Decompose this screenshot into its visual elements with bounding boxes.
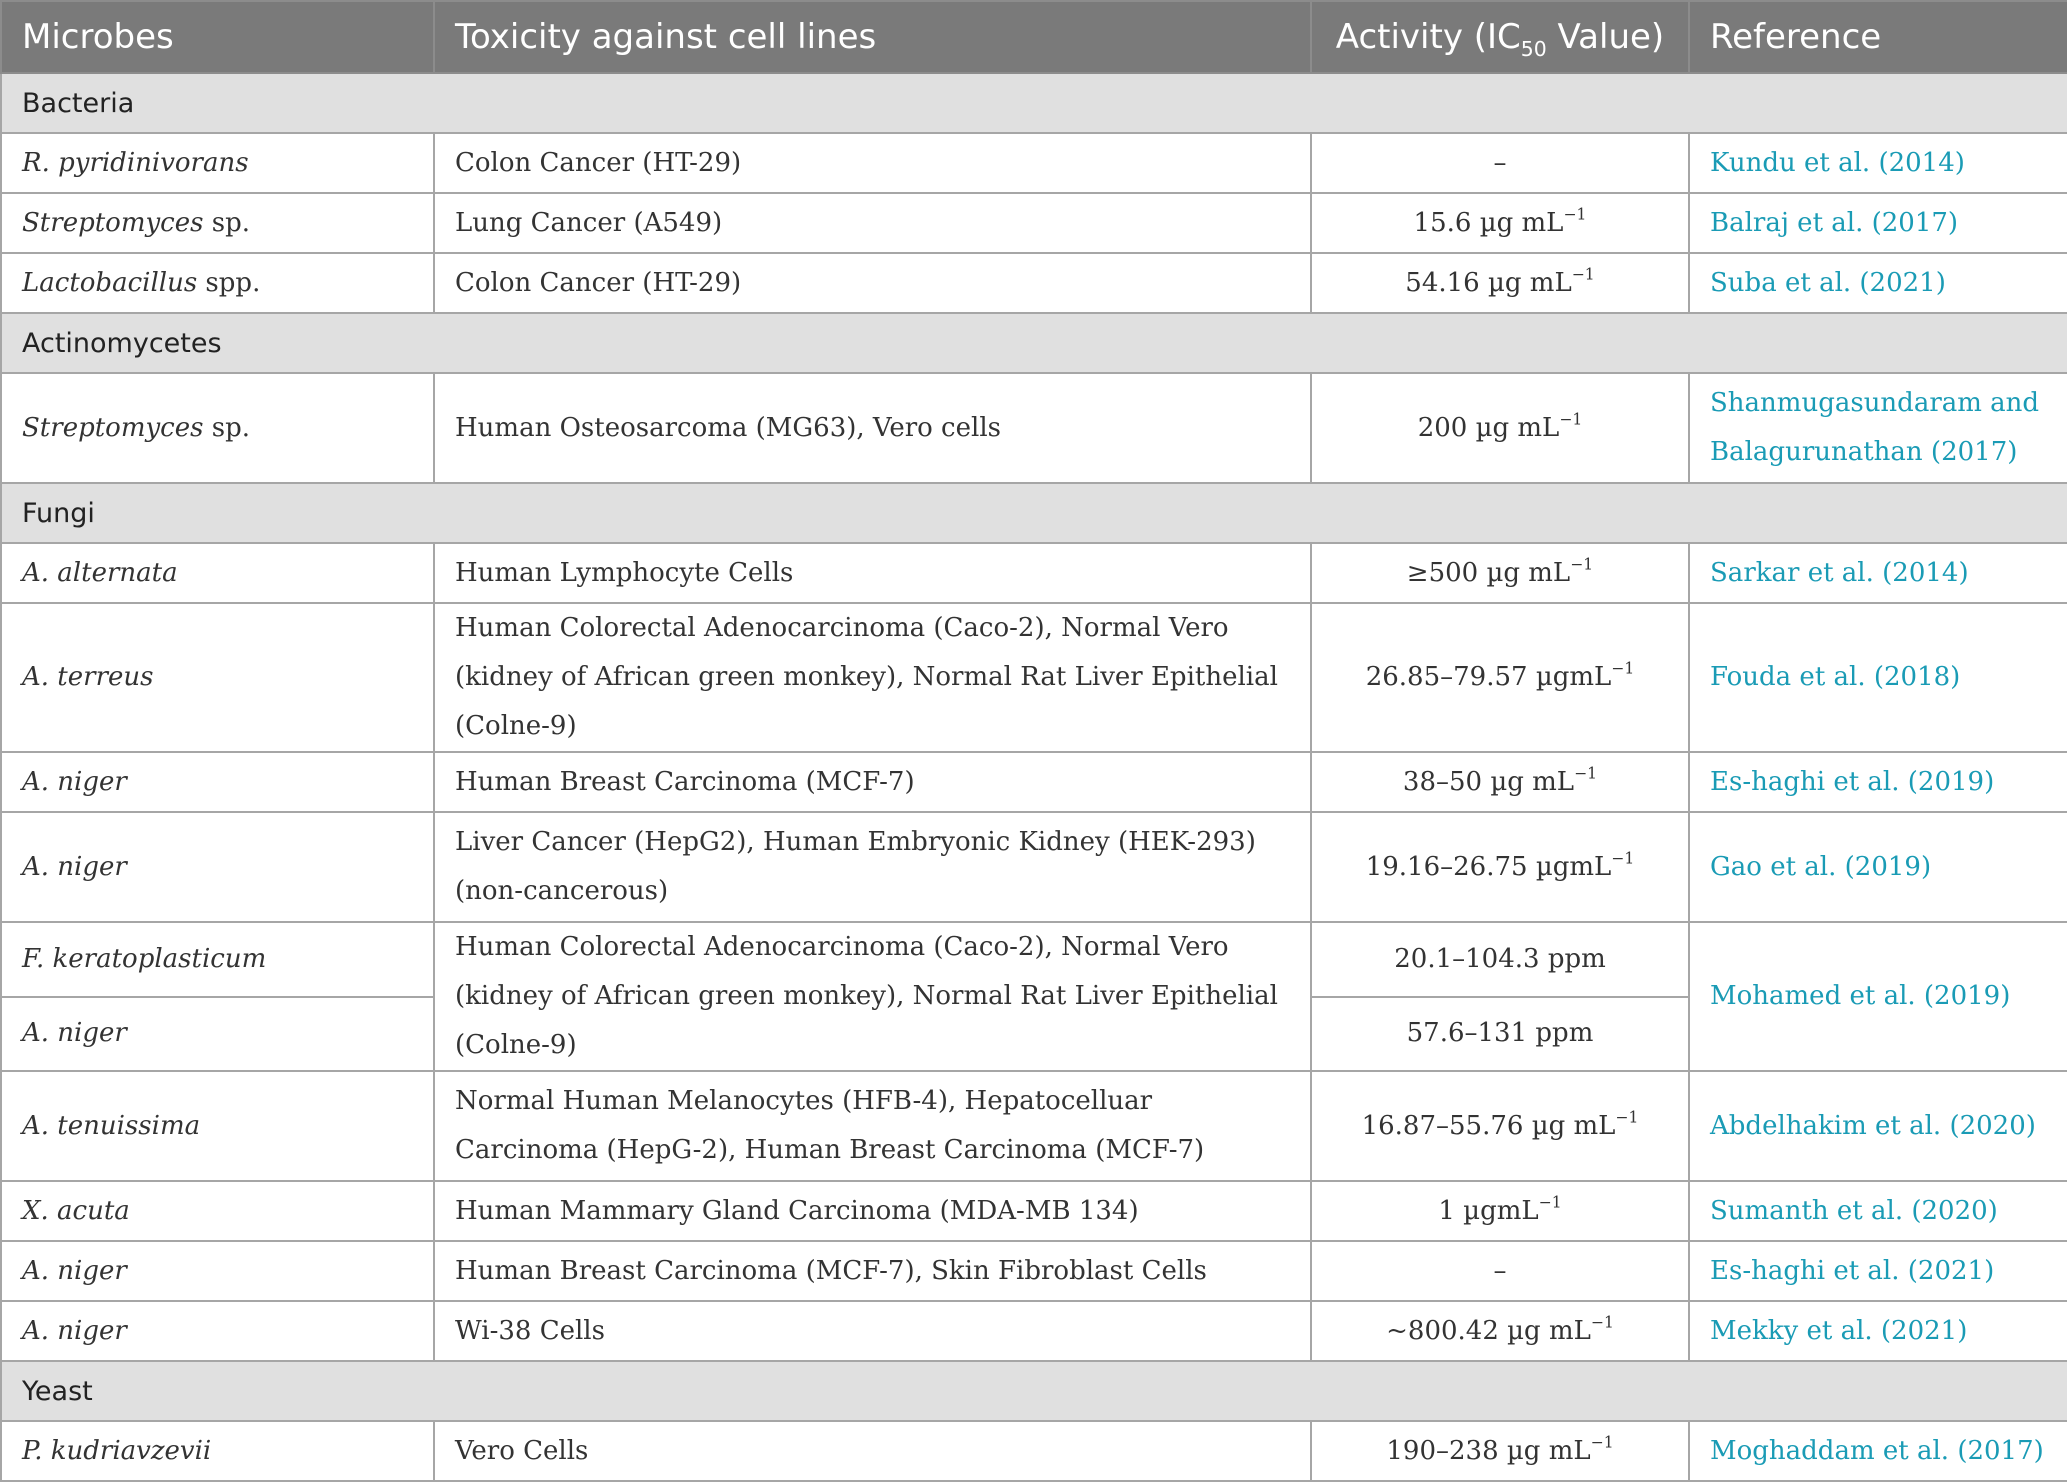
- activity-cell: ~800.42 µg $mL^{-1}$: [1311, 1301, 1689, 1361]
- activity-cell: –: [1311, 133, 1689, 193]
- reference-link[interactable]: Gao et al. (2019): [1689, 812, 2067, 922]
- microbe-cell: Streptomyces sp.: [1, 193, 434, 253]
- cell-lines-cell: Colon Cancer (HT-29): [434, 253, 1311, 313]
- activity-cell: 15.6 µg $mL^{-1}$: [1311, 193, 1689, 253]
- table-row: [1, 752, 2067, 812]
- microbe-cell: Streptomyces sp.: [1, 373, 434, 483]
- reference-link[interactable]: Balraj et al. (2017): [1689, 193, 2067, 253]
- activity-cell: 20.1–104.3 ppm: [1311, 922, 1689, 997]
- reference-link[interactable]: Sarkar et al. (2014): [1689, 543, 2067, 603]
- reference-link[interactable]: Sumanth et al. (2020): [1689, 1181, 2067, 1241]
- cell-lines-cell: Colon Cancer (HT-29): [434, 133, 1311, 193]
- cell-lines-cell: Human Breast Carcinoma (MCF-7): [434, 752, 1311, 812]
- reference-link[interactable]: Abdelhakim et al. (2020): [1689, 1071, 2067, 1181]
- microbe-cell: P. kudriavzevii: [1, 1421, 434, 1481]
- table-row: [1, 543, 2067, 603]
- microbe-cell: A. tenuissima: [1, 1071, 434, 1181]
- microbe-cell: A. terreus: [1, 603, 434, 752]
- reference-link[interactable]: Shanmugasundaram and Balagurunathan (2017): [1689, 373, 2067, 483]
- cell-lines-cell: Human Mammary Gland Carcinoma (MDA-MB 134): [434, 1181, 1311, 1241]
- activity-cell: 200 µg $mL^{-1}$: [1311, 373, 1689, 483]
- reference-link[interactable]: Fouda et al. (2018): [1689, 603, 2067, 752]
- section-row-actinomycetes: [1, 313, 2067, 373]
- reference-link[interactable]: Kundu et al. (2014): [1689, 133, 2067, 193]
- header-activity: Activity ($IC_{50}$ Value): [1311, 1, 1689, 73]
- activity-cell: 54.16 µg $mL^{-1}$: [1311, 253, 1689, 313]
- table-row: [1, 133, 2067, 193]
- cell-lines-cell: Human Lymphocyte Cells: [434, 543, 1311, 603]
- microbe-cell: A. alternata: [1, 543, 434, 603]
- cell-lines-cell: Human Colorectal Adenocarcinoma (Caco-2), Normal Vero (kidney of African green monkey), Normal Rat Liver Epithelial (Colne-9): [434, 603, 1311, 752]
- section-label: Yeast: [1, 1361, 2067, 1421]
- table-row: [1, 812, 2067, 922]
- activity-cell: 19.16–26.75 µgmL$^{-1}$: [1311, 812, 1689, 922]
- activity-cell: 1 µgmL$^{-1}$: [1311, 1181, 1689, 1241]
- activity-cell: –: [1311, 1241, 1689, 1301]
- section-label: Actinomycetes: [1, 313, 2067, 373]
- activity-cell: 38–50 µg $mL^{-1}$: [1311, 752, 1689, 812]
- cell-lines-cell: Liver Cancer (HepG2), Human Embryonic Kidney (HEK-293) (non-cancerous): [434, 812, 1311, 922]
- microbe-cell: A. niger: [1, 752, 434, 812]
- microbe-cell: Lactobacillus spp.: [1, 253, 434, 313]
- reference-link[interactable]: Es-haghi et al. (2019): [1689, 752, 2067, 812]
- table-row: [1, 1301, 2067, 1361]
- table-row: [1, 193, 2067, 253]
- activity-cell: 26.85–79.57 µgmL$^{-1}$: [1311, 603, 1689, 752]
- reference-link[interactable]: Suba et al. (2021): [1689, 253, 2067, 313]
- microbe-cell: A. niger: [1, 997, 434, 1072]
- table-row: [1, 922, 2067, 997]
- header-toxicity: Toxicity against cell lines: [434, 1, 1311, 73]
- cell-lines-cell: Human Colorectal Adenocarcinoma (Caco-2), Normal Vero (kidney of African green monkey), Normal Rat Liver Epithelial (Colne-9): [434, 922, 1311, 1071]
- cell-lines-cell: Wi-38 Cells: [434, 1301, 1311, 1361]
- reference-link[interactable]: Moghaddam et al. (2017): [1689, 1421, 2067, 1481]
- reference-link[interactable]: Mekky et al. (2021): [1689, 1301, 2067, 1361]
- section-row-bacteria: [1, 73, 2067, 133]
- header-row: [1, 1, 2067, 73]
- activity-cell: 57.6–131 ppm: [1311, 997, 1689, 1072]
- microbe-cell: R. pyridinivorans: [1, 133, 434, 193]
- microbe-cell: A. niger: [1, 1301, 434, 1361]
- section-label: Fungi: [1, 483, 2067, 543]
- reference-link[interactable]: Es-haghi et al. (2021): [1689, 1241, 2067, 1301]
- table-row: [1, 1181, 2067, 1241]
- table-row: [1, 1071, 2067, 1181]
- reference-link[interactable]: Mohamed et al. (2019): [1689, 922, 2067, 1071]
- cell-lines-cell: Human Breast Carcinoma (MCF-7), Skin Fibroblast Cells: [434, 1241, 1311, 1301]
- section-row-yeast: [1, 1361, 2067, 1421]
- section-row-fungi: [1, 483, 2067, 543]
- cell-lines-cell: Human Osteosarcoma (MG63), Vero cells: [434, 373, 1311, 483]
- microbe-cell: X. acuta: [1, 1181, 434, 1241]
- microbe-cell: A. niger: [1, 1241, 434, 1301]
- header-microbes: Microbes: [1, 1, 434, 73]
- cell-lines-cell: Vero Cells: [434, 1421, 1311, 1481]
- microbe-cell: A. niger: [1, 812, 434, 922]
- header-reference: Reference: [1689, 1, 2067, 73]
- section-label: Bacteria: [1, 73, 2067, 133]
- activity-cell: ≥500 µg $mL^{-1}$: [1311, 543, 1689, 603]
- table-row: [1, 1421, 2067, 1481]
- microbe-cell: F. keratoplasticum: [1, 922, 434, 997]
- table-row: [1, 373, 2067, 483]
- activity-cell: 16.87–55.76 µg $mL^{-1}$: [1311, 1071, 1689, 1181]
- table-row: [1, 1241, 2067, 1301]
- activity-cell: 190–238 µg $mL^{-1}$: [1311, 1421, 1689, 1481]
- cell-lines-cell: Normal Human Melanocytes (HFB-4), Hepatocelluar Carcinoma (HepG-2), Human Breast Carcinoma (MCF-7): [434, 1071, 1311, 1181]
- cell-lines-cell: Lung Cancer (A549): [434, 193, 1311, 253]
- table-row: [1, 603, 2067, 752]
- table-row: [1, 253, 2067, 313]
